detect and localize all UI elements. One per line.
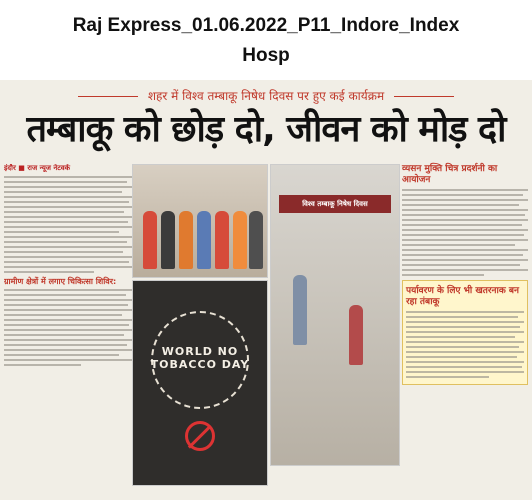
body-text-lines [4,176,132,273]
group-photo [132,164,268,278]
highlight-heading: पर्यावरण के लिए भी खतरनाक बन रहा तंबाकू [406,286,520,307]
kicker-rule-left [78,96,138,97]
rangoli-photo [132,280,268,486]
right-column-heading: व्यसन मुक्ति चित्र प्रदर्शनी का आयोजन [402,164,498,185]
person-figure [197,211,211,269]
article-headline: तम्बाकू को छोड़ दो, जीवन को मोड़ दो [26,109,506,150]
kicker-rule-right [394,96,454,97]
article-byline: इंदौर ■ राज न्यूज नेटवर्क [4,164,71,172]
person-figure [143,211,157,269]
dental-checkup-photo [270,164,400,466]
event-banner: विश्व तम्बाकू निषेध दिवस [279,195,391,213]
person-figure [161,211,175,269]
page-caption [0,0,532,74]
article-right-column [402,164,528,496]
body-text-lines [402,189,528,276]
caption-line-1: Raj Express_01.06.2022_P11_Indore_Index [72,15,460,36]
highlight-box [402,280,528,385]
person-figure [233,211,247,269]
column-subhead: ग्रामीण क्षेत्रों में लगाए चिकित्सा शिविर: [4,277,117,286]
newspaper-clipping [0,80,532,500]
article-kicker [0,86,532,106]
body-text-lines [4,289,132,366]
person-figure [215,211,229,269]
patient-figure [349,305,363,365]
doctor-figure [293,275,307,345]
rangoli-text: WORLD NO TOBACCO DAY [150,345,250,371]
no-smoking-icon [185,421,215,451]
kicker-text: शहर में विश्व तम्बाकू निषेध दिवस पर हुए कई कार्यक्रम [147,89,385,103]
person-figure [249,211,263,269]
caption-line-2: Hosp [242,45,290,66]
article-column-1 [4,164,132,496]
body-text-lines [406,311,524,378]
person-figure [179,211,193,269]
